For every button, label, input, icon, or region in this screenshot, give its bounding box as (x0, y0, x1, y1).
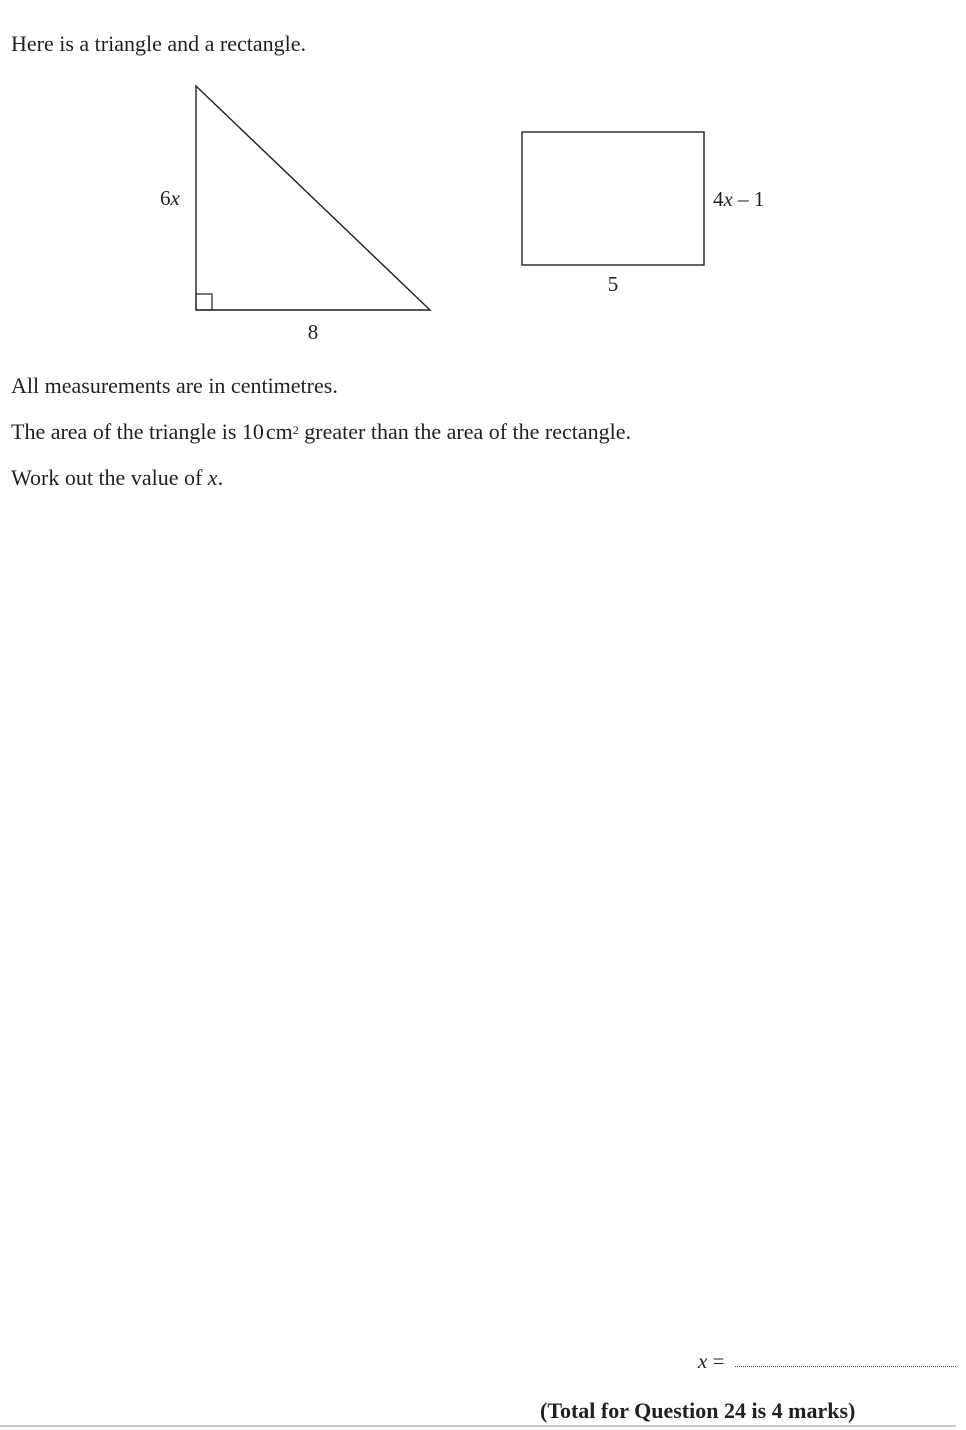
task-variable: x (207, 465, 218, 490)
total-marks: (Total for Question 24 is 4 marks) (540, 1398, 856, 1423)
answer-label (698, 1349, 724, 1373)
area-unit: cm (265, 419, 293, 444)
area-statement-after: greater than the area of the rectangle. (298, 419, 632, 444)
area-statement-before: The area of the triangle is (11, 419, 242, 444)
triangle-height-label: 6x (160, 186, 180, 210)
area-statement (11, 419, 631, 445)
area-value: 10 (241, 419, 264, 444)
answer-equals: = (707, 1349, 725, 1373)
figures-diagram (0, 0, 966, 360)
intro-text: Here is a triangle and a rectangle. (11, 31, 307, 56)
task-text (11, 465, 223, 491)
footer-divider (0, 1425, 956, 1427)
triangle-base-label: 8 (307, 320, 319, 344)
answer-line[interactable] (735, 1366, 956, 1367)
answer-variable: x (698, 1349, 708, 1373)
task-text-body: Work out the value of (11, 465, 208, 490)
rectangle-width-label: 5 (607, 272, 619, 296)
measurements-note: All measurements are in centimetres. (11, 373, 338, 398)
triangle-shape (196, 86, 430, 310)
rectangle-shape (522, 132, 704, 265)
area-exponent: 2 (292, 423, 299, 437)
right-angle-marker (196, 294, 212, 310)
rectangle-height-label: 4x – 1 (713, 187, 765, 211)
task-end: . (217, 465, 224, 490)
